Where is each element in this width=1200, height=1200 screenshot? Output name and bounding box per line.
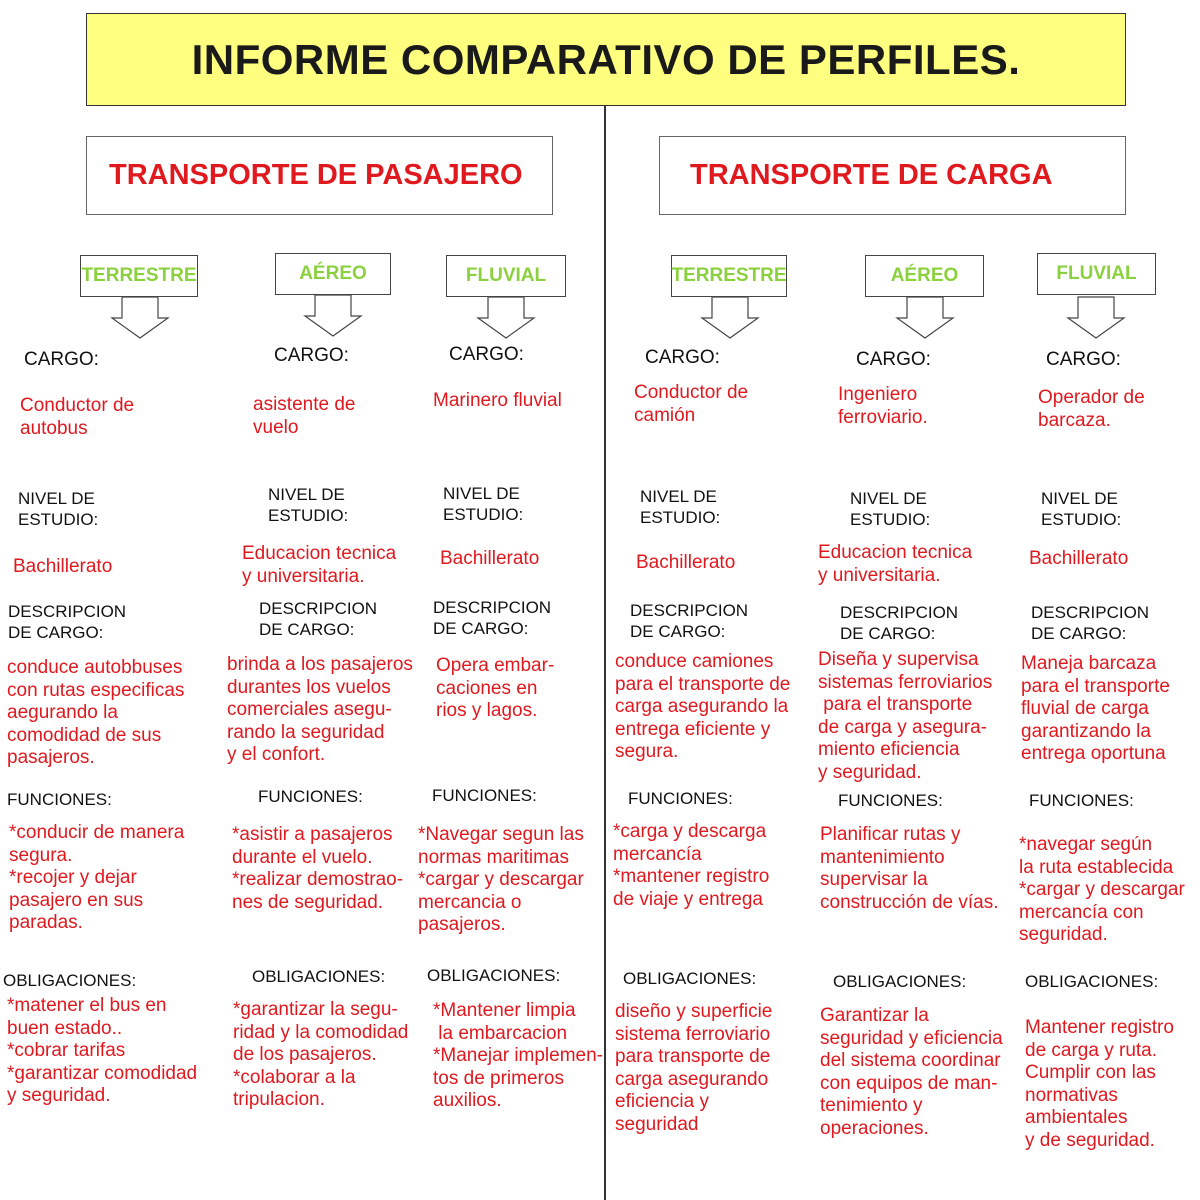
funciones-label: FUNCIONES:	[258, 787, 363, 806]
funciones-value-2: *asistir a pasajeros durante el vuelo. *realizar demostrao- nes de seguridad.	[232, 824, 404, 913]
section-carga-box	[659, 136, 1126, 215]
descripcion-label: DESCRIPCION DE CARGO:	[8, 602, 127, 642]
down-arrow-icon	[895, 296, 955, 340]
mode-box-4	[671, 255, 787, 297]
descripcion-value-6: Maneja barcaza para el transporte fluvial de carga garantizando la entrega oportuna	[1021, 653, 1170, 764]
obligaciones-label: OBLIGACIONES:	[427, 966, 561, 985]
funciones-label: FUNCIONES:	[432, 786, 537, 805]
title-banner	[86, 13, 1126, 106]
nivel-label: NIVEL DE ESTUDIO:	[268, 485, 349, 525]
nivel-label: NIVEL DE ESTUDIO:	[850, 489, 931, 529]
obligaciones-label: OBLIGACIONES:	[623, 969, 757, 988]
cargo-label: CARGO:	[24, 349, 99, 370]
cargo-value-3: Marinero fluvial	[433, 390, 562, 411]
obligaciones-label: OBLIGACIONES:	[833, 972, 967, 991]
cargo-label: CARGO:	[1046, 349, 1121, 370]
obligaciones-value-5: Garantizar la seguridad y eficiencia del sistema coordinar con equipos de man- tenimiento y operaciones.	[820, 1005, 1003, 1139]
descripcion-value-4: conduce camiones para el transporte de carga asegurando la entrega eficiente y segura.	[615, 651, 791, 762]
cargo-value-6: Operador de barcaza.	[1038, 387, 1145, 431]
mode-label-4: TERRESTRE	[671, 265, 787, 286]
down-arrow-icon	[303, 294, 363, 338]
funciones-label: FUNCIONES:	[838, 791, 943, 810]
down-arrow-icon	[476, 296, 536, 340]
nivel-label: NIVEL DE ESTUDIO:	[640, 487, 721, 527]
descripcion-label: DESCRIPCION DE CARGO:	[433, 598, 552, 638]
section-carga-title: TRANSPORTE DE CARGA	[690, 159, 1053, 191]
cargo-label: CARGO:	[274, 345, 349, 366]
section-pasajero-box	[86, 136, 553, 215]
mode-label-3: FLUVIAL	[465, 265, 547, 286]
obligaciones-label: OBLIGACIONES:	[3, 971, 137, 990]
cargo-value-5: Ingeniero ferroviario.	[838, 384, 928, 428]
mode-box-3	[446, 255, 566, 297]
mode-label-2: AÉREO	[299, 263, 367, 284]
descripcion-value-5: Diseña y supervisa sistemas ferroviarios para el transporte de carga y asegura- miento eficiencia y seguridad.	[818, 649, 993, 783]
nivel-value-5: Educacion tecnica y universitaria.	[818, 542, 973, 586]
funciones-value-5: Planificar rutas y mantenimiento supervisar la construcción de vías.	[820, 824, 999, 913]
funciones-value-6: *navegar según la ruta establecida *cargar y descargar mercancía con seguridad.	[1019, 834, 1185, 945]
nivel-label: NIVEL DE ESTUDIO:	[1041, 489, 1122, 529]
mode-box-6	[1037, 253, 1156, 295]
funciones-value-4: *carga y descarga mercancía *mantener registro de viaje y entrega	[613, 821, 770, 910]
mode-box-5	[865, 255, 984, 297]
down-arrow-icon	[110, 296, 170, 340]
funciones-value-1: *conducir de manera segura. *recojer y dejar pasajero en sus paradas.	[9, 822, 185, 933]
mode-label-5: AÉREO	[890, 265, 959, 286]
mode-box-2	[275, 253, 391, 295]
mode-label-6: FLUVIAL	[1056, 263, 1137, 284]
descripcion-value-2: brinda a los pasajeros durantes los vuelos comerciales asegu- rando la seguridad y el confort.	[227, 654, 413, 765]
cargo-label: CARGO:	[645, 347, 720, 368]
obligaciones-label: OBLIGACIONES:	[1025, 972, 1159, 991]
page-title: INFORME COMPARATIVO DE PERFILES.	[191, 35, 1021, 83]
center-divider	[604, 106, 606, 1200]
obligaciones-label: OBLIGACIONES:	[252, 967, 386, 986]
descripcion-value-1: conduce autobbuses con rutas especificas aegurando la comodidad de sus pasajeros.	[7, 657, 185, 768]
section-pasajero-title: TRANSPORTE DE PASAJERO	[109, 159, 523, 191]
descripcion-value-3: Opera embar- caciones en rios y lagos.	[436, 655, 555, 721]
obligaciones-value-6: Mantener registro de carga y ruta. Cumplir con las normativas ambientales y de seguridad.	[1025, 1017, 1174, 1151]
cargo-label: CARGO:	[449, 344, 524, 365]
nivel-label: NIVEL DE ESTUDIO:	[18, 489, 99, 529]
nivel-value-4: Bachillerato	[636, 552, 736, 573]
descripcion-label: DESCRIPCION DE CARGO:	[259, 599, 378, 639]
funciones-label: FUNCIONES:	[1029, 791, 1134, 810]
cargo-value-4: Conductor de camión	[634, 382, 749, 426]
funciones-value-3: *Navegar segun las normas maritimas *cargar y descargar mercancia o pasajeros.	[418, 824, 584, 935]
funciones-label: FUNCIONES:	[628, 789, 733, 808]
nivel-value-3: Bachillerato	[440, 548, 540, 569]
nivel-value-2: Educacion tecnica y universitaria.	[242, 543, 397, 587]
down-arrow-icon	[700, 296, 760, 340]
nivel-value-6: Bachillerato	[1029, 548, 1129, 569]
obligaciones-value-1: *matener el bus en buen estado.. *cobrar tarifas *garantizar comodidad y seguridad.	[7, 995, 198, 1106]
mode-label-1: TERRESTRE	[81, 265, 197, 286]
cargo-value-2: asistente de vuelo	[253, 394, 356, 438]
mode-box-1	[80, 255, 198, 297]
down-arrow-icon	[1066, 296, 1126, 340]
obligaciones-value-3: *Mantener limpia la embarcacion *Manejar implemen- tos de primeros auxilios.	[433, 1000, 604, 1111]
nivel-value-1: Bachillerato	[13, 556, 113, 577]
cargo-value-1: Conductor de autobus	[20, 395, 135, 439]
cargo-label: CARGO:	[856, 349, 931, 370]
funciones-label: FUNCIONES:	[7, 790, 112, 809]
obligaciones-value-4: diseño y superficie sistema ferroviario para transporte de carga asegurando eficiencia y seguridad	[615, 1001, 773, 1135]
descripcion-label: DESCRIPCION DE CARGO:	[1031, 603, 1150, 643]
descripcion-label: DESCRIPCION DE CARGO:	[630, 601, 749, 641]
descripcion-label: DESCRIPCION DE CARGO:	[840, 603, 959, 643]
obligaciones-value-2: *garantizar la segu- ridad y la comodidad de los pasajeros. *colaborar a la tripulacion.	[233, 999, 409, 1110]
nivel-label: NIVEL DE ESTUDIO:	[443, 484, 524, 524]
